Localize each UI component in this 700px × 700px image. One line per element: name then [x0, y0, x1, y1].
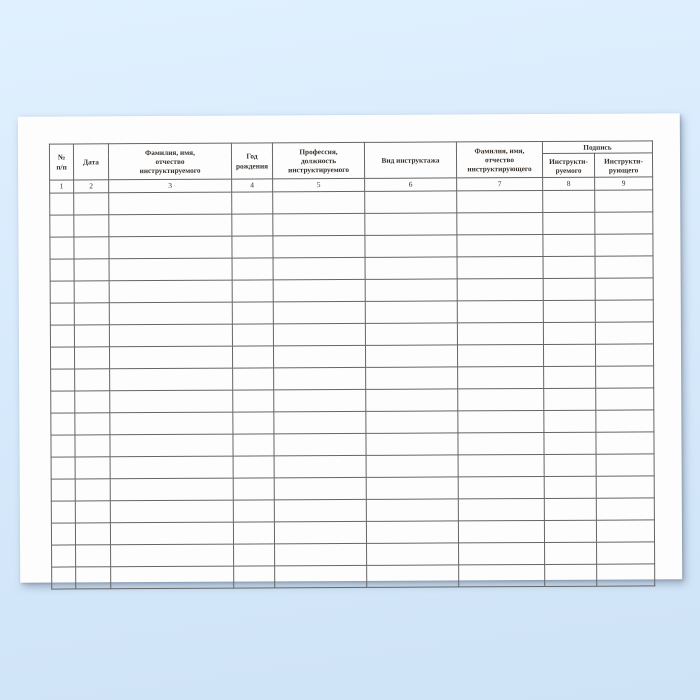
- empty-cell: [76, 545, 111, 567]
- table-row: [51, 520, 654, 545]
- empty-cell: [366, 477, 458, 499]
- empty-cell: [365, 191, 457, 213]
- empty-cell: [544, 366, 596, 388]
- empty-cell: [366, 433, 458, 455]
- empty-cell: [367, 565, 459, 587]
- empty-cell: [111, 544, 234, 567]
- empty-cell: [51, 391, 75, 413]
- empty-cell: [51, 479, 75, 501]
- empty-cell: [50, 303, 74, 325]
- empty-cell: [110, 456, 233, 479]
- empty-cell: [110, 434, 233, 457]
- empty-cell: [110, 522, 233, 545]
- empty-cell: [365, 257, 457, 279]
- empty-cell: [273, 235, 365, 257]
- column-number: 4: [232, 179, 273, 192]
- empty-cell: [50, 193, 74, 215]
- empty-cell: [366, 455, 458, 477]
- empty-cell: [74, 259, 109, 281]
- column-header-instructee-name: Фамилия, имя, отчество инструктируемого: [108, 143, 231, 180]
- table-row: [52, 564, 655, 589]
- empty-cell: [543, 278, 595, 300]
- empty-cell: [544, 454, 596, 476]
- empty-cell: [75, 501, 110, 523]
- empty-cell: [50, 347, 74, 369]
- empty-cell: [274, 521, 366, 543]
- empty-cell: [232, 236, 273, 258]
- column-header-signature-instructor: Инструкти- рующего: [594, 153, 652, 177]
- empty-cell: [274, 455, 366, 477]
- empty-cell: [595, 300, 653, 322]
- empty-cell: [365, 279, 457, 301]
- column-header-birth-year: Год рождения: [231, 143, 272, 180]
- empty-cell: [274, 477, 366, 499]
- empty-cell: [596, 476, 654, 498]
- empty-cell: [543, 256, 595, 278]
- empty-cell: [458, 432, 544, 454]
- empty-cell: [274, 389, 366, 411]
- empty-cell: [365, 235, 457, 257]
- empty-cell: [109, 258, 232, 281]
- empty-cell: [233, 478, 274, 500]
- empty-cell: [457, 278, 543, 300]
- empty-cell: [50, 237, 74, 259]
- empty-cell: [233, 456, 274, 478]
- empty-cell: [274, 411, 366, 433]
- empty-cell: [596, 498, 654, 520]
- empty-cell: [596, 388, 654, 410]
- empty-cell: [74, 303, 109, 325]
- empty-cell: [273, 301, 365, 323]
- empty-cell: [273, 279, 365, 301]
- empty-cell: [543, 300, 595, 322]
- column-number: 2: [74, 180, 109, 193]
- empty-cell: [457, 322, 543, 344]
- empty-cell: [545, 542, 597, 564]
- column-header-profession: Профессия, должность инструктируемого: [272, 142, 364, 179]
- empty-cell: [74, 193, 109, 215]
- empty-cell: [595, 234, 653, 256]
- empty-cell: [274, 499, 366, 521]
- empty-cell: [273, 213, 365, 235]
- empty-cell: [365, 345, 457, 367]
- empty-cell: [597, 564, 655, 586]
- empty-cell: [232, 302, 273, 324]
- empty-cell: [595, 212, 653, 234]
- empty-cell: [74, 237, 109, 259]
- empty-cell: [543, 322, 595, 344]
- empty-cell: [545, 564, 597, 586]
- empty-cell: [458, 366, 544, 388]
- empty-cell: [109, 302, 232, 325]
- column-number: 9: [595, 177, 653, 190]
- empty-cell: [75, 391, 110, 413]
- empty-cell: [74, 281, 109, 303]
- empty-cell: [234, 566, 275, 588]
- empty-cell: [75, 435, 110, 457]
- empty-cell: [544, 498, 596, 520]
- empty-cell: [232, 280, 273, 302]
- empty-cell: [459, 542, 545, 564]
- empty-cell: [366, 521, 458, 543]
- empty-cell: [75, 413, 110, 435]
- column-number: 1: [50, 180, 74, 193]
- empty-cell: [596, 454, 654, 476]
- empty-cell: [543, 212, 595, 234]
- table-row: [51, 454, 654, 479]
- empty-cell: [233, 434, 274, 456]
- empty-cell: [76, 567, 111, 589]
- empty-cell: [110, 390, 233, 413]
- empty-cell: [51, 457, 75, 479]
- empty-cell: [233, 522, 274, 544]
- empty-cell: [365, 301, 457, 323]
- empty-cell: [544, 476, 596, 498]
- empty-cell: [458, 410, 544, 432]
- empty-cell: [595, 278, 653, 300]
- empty-cell: [232, 214, 273, 236]
- table-row: [51, 476, 654, 501]
- empty-cell: [458, 498, 544, 520]
- column-header-signature-group: Подпись: [542, 141, 652, 154]
- empty-cell: [457, 234, 543, 256]
- table-row: [50, 212, 653, 237]
- empty-cell: [543, 190, 595, 212]
- table-row: [50, 322, 653, 347]
- empty-cell: [367, 543, 459, 565]
- table-row: [50, 344, 653, 369]
- empty-cell: [596, 410, 654, 432]
- empty-cell: [544, 520, 596, 542]
- empty-cell: [233, 412, 274, 434]
- empty-cell: [50, 215, 74, 237]
- empty-cell: [275, 543, 367, 565]
- empty-cell: [366, 367, 458, 389]
- empty-cell: [458, 454, 544, 476]
- column-header-signature-instructee: Инструкти- руемого: [542, 154, 594, 178]
- empty-cell: [457, 344, 543, 366]
- table-row: [50, 300, 653, 325]
- empty-cell: [233, 368, 274, 390]
- empty-cell: [74, 347, 109, 369]
- empty-cell: [232, 346, 273, 368]
- empty-cell: [51, 435, 75, 457]
- column-number: 6: [365, 178, 457, 191]
- empty-cell: [232, 324, 273, 346]
- empty-cell: [457, 212, 543, 234]
- table-row: [51, 388, 654, 413]
- table-row: [51, 410, 654, 435]
- table-row: [51, 366, 654, 391]
- empty-cell: [51, 413, 75, 435]
- table-row: [51, 432, 654, 457]
- empty-cell: [233, 390, 274, 412]
- empty-cell: [273, 345, 365, 367]
- empty-cell: [274, 433, 366, 455]
- column-number: 3: [109, 179, 232, 192]
- empty-cell: [366, 499, 458, 521]
- empty-cell: [459, 564, 545, 586]
- empty-cell: [597, 542, 655, 564]
- empty-cell: [109, 346, 232, 369]
- empty-cell: [457, 256, 543, 278]
- empty-cell: [273, 323, 365, 345]
- column-number: 7: [457, 178, 543, 191]
- empty-cell: [110, 478, 233, 501]
- table-row: [50, 190, 653, 215]
- empty-cell: [110, 500, 233, 523]
- empty-cell: [50, 281, 74, 303]
- column-header-briefing-type: Вид инструктажа: [364, 142, 456, 179]
- empty-rows-body: [50, 190, 655, 589]
- column-header-number: № п/п: [49, 144, 73, 180]
- empty-cell: [544, 410, 596, 432]
- empty-cell: [595, 190, 653, 212]
- document-page: [18, 113, 682, 582]
- empty-cell: [75, 369, 110, 391]
- empty-cell: [595, 256, 653, 278]
- empty-cell: [232, 258, 273, 280]
- empty-cell: [274, 367, 366, 389]
- empty-cell: [232, 192, 273, 214]
- empty-cell: [365, 323, 457, 345]
- empty-cell: [457, 300, 543, 322]
- empty-cell: [234, 544, 275, 566]
- table-row: [51, 498, 654, 523]
- empty-cell: [595, 322, 653, 344]
- empty-cell: [595, 344, 653, 366]
- empty-cell: [543, 344, 595, 366]
- instruction-log-table: [49, 140, 655, 589]
- empty-cell: [273, 257, 365, 279]
- empty-cell: [75, 479, 110, 501]
- empty-cell: [52, 545, 76, 567]
- empty-cell: [52, 567, 76, 589]
- empty-cell: [109, 324, 232, 347]
- empty-cell: [109, 192, 232, 215]
- empty-cell: [458, 388, 544, 410]
- column-header-date: Дата: [73, 144, 108, 181]
- empty-cell: [543, 234, 595, 256]
- empty-cell: [366, 389, 458, 411]
- empty-cell: [109, 214, 232, 237]
- empty-cell: [544, 432, 596, 454]
- empty-cell: [109, 280, 232, 303]
- empty-cell: [233, 500, 274, 522]
- empty-cell: [74, 325, 109, 347]
- empty-cell: [51, 501, 75, 523]
- empty-cell: [111, 566, 234, 589]
- empty-cell: [50, 325, 74, 347]
- column-number: 8: [543, 178, 595, 191]
- column-number: 5: [273, 179, 365, 192]
- empty-cell: [365, 213, 457, 235]
- empty-cell: [51, 523, 75, 545]
- empty-cell: [544, 388, 596, 410]
- empty-cell: [366, 411, 458, 433]
- empty-cell: [74, 215, 109, 237]
- empty-cell: [596, 520, 654, 542]
- empty-cell: [75, 523, 110, 545]
- empty-cell: [457, 190, 543, 212]
- empty-cell: [109, 236, 232, 259]
- column-header-instructor-name: Фамилия, имя, отчество инструктирующего: [456, 141, 542, 178]
- empty-cell: [50, 259, 74, 281]
- empty-cell: [596, 432, 654, 454]
- empty-cell: [458, 476, 544, 498]
- empty-cell: [110, 368, 233, 391]
- table-row: [52, 542, 655, 567]
- empty-cell: [51, 369, 75, 391]
- table-row: [50, 256, 653, 281]
- empty-cell: [273, 191, 365, 213]
- empty-cell: [458, 520, 544, 542]
- table-row: [50, 234, 653, 259]
- empty-cell: [275, 565, 367, 587]
- empty-cell: [75, 457, 110, 479]
- empty-cell: [596, 366, 654, 388]
- empty-cell: [110, 412, 233, 435]
- table-row: [50, 278, 653, 303]
